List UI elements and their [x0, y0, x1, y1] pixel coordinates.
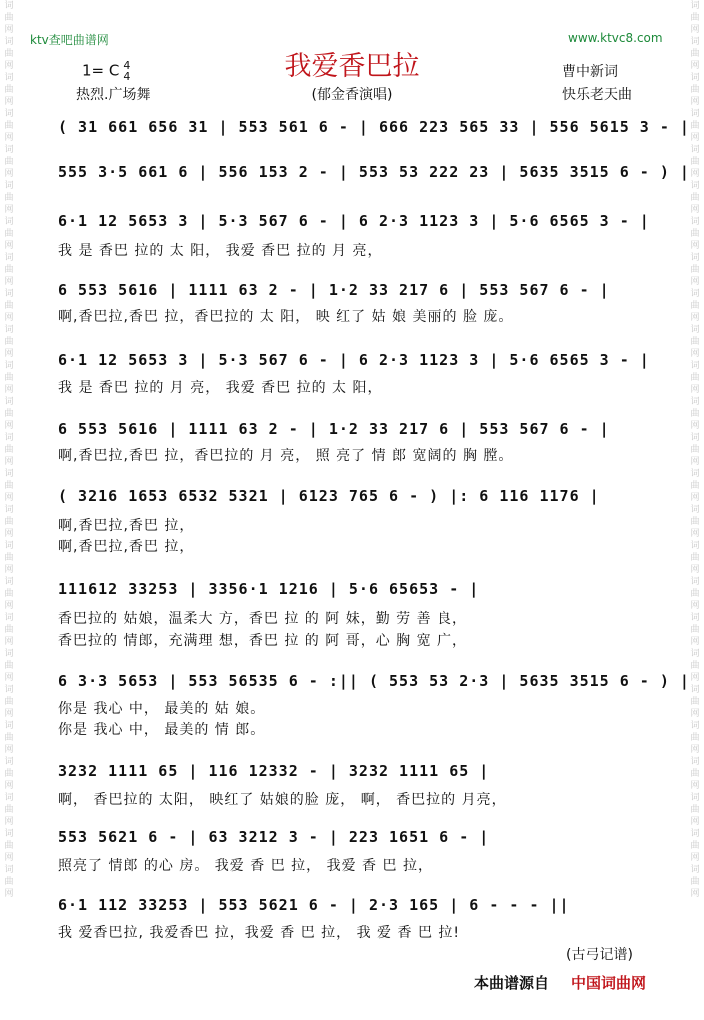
- scribe-credit: (古弓记谱): [566, 947, 633, 963]
- lyrics-line: 我 是 香巴 拉的 月 亮， 我爱 香巴 拉的 太 阳，: [58, 380, 383, 396]
- key-label: 1= C: [82, 61, 120, 80]
- notes-line: 6 3·3 5653 | 553 56535 6 - :|| ( 553 53 2·3 | 5635 3515 6 - ) |: [58, 672, 690, 690]
- time-top: 4: [123, 59, 131, 72]
- lyrics-line: 香巴拉的 姑娘，温柔大 方，香巴 拉 的 阿 妹，勤 劳 善 良，: [58, 611, 468, 627]
- singer: (郁金香演唱): [311, 87, 393, 103]
- source-site[interactable]: 中国词曲网: [571, 974, 647, 992]
- notes-line: 111612 33253 | 3356·1 1216 | 5·6 65653 - |: [58, 580, 480, 598]
- lyrics-line: 我 爱香巴拉, 我爱香巴 拉，我爱 香 巴 拉， 我 爱 香 巴 拉!: [58, 925, 461, 941]
- lyrics-line: 照亮了 情郎 的心 房。 我爱 香 巴 拉， 我爱 香 巴 拉，: [58, 858, 433, 874]
- lyrics-line: 啊,香巴拉,香巴 拉，香巴拉的 月 亮， 照 亮了 情 郎 宽阔的 胸 膛。: [58, 448, 514, 464]
- notes-line: 6·1 12 5653 3 | 5·3 567 6 - | 6 2·3 1123 3 | 5·6 6565 3 - |: [58, 212, 650, 230]
- notes-line: 6 553 5616 | 1111 63 2 - | 1·2 33 217 6 | 553 567 6 - |: [58, 420, 610, 438]
- source-credit: [474, 972, 646, 993]
- lyrics-line: 啊,香巴拉,香巴 拉，: [58, 518, 195, 534]
- song-title: 我爱香巴拉: [284, 51, 420, 82]
- key-signature: [82, 60, 130, 82]
- watermark-right: 词曲网词曲网词曲网词曲网词曲网词曲网词曲网词曲网词曲网词曲网词曲网词曲网词曲网词曲网词曲网词曲网词曲网词曲网词曲网词曲网词曲网词曲网词曲网词曲网词曲网: [690, 1, 700, 899]
- lyricist: 曹中新词: [562, 64, 618, 80]
- notes-line: 6·1 12 5653 3 | 5·3 567 6 - | 6 2·3 1123 3 | 5·6 6565 3 - |: [58, 351, 650, 369]
- lyrics-line: 我 是 香巴 拉的 太 阳， 我爱 香巴 拉的 月 亮，: [58, 243, 383, 259]
- time-signature: [123, 60, 130, 82]
- lyrics-line: 你是 我心 中， 最美的 姑 娘。: [58, 701, 266, 717]
- notes-line: 6 553 5616 | 1111 63 2 - | 1·2 33 217 6 | 553 567 6 - |: [58, 281, 610, 299]
- lyrics-line: 啊,香巴拉,香巴 拉，: [58, 539, 195, 555]
- watermark-left: 词曲网词曲网词曲网词曲网词曲网词曲网词曲网词曲网词曲网词曲网词曲网词曲网词曲网词曲网词曲网词曲网词曲网词曲网词曲网词曲网词曲网词曲网词曲网词曲网词曲网: [4, 1, 14, 899]
- notes-line: 553 5621 6 - | 63 3212 3 - | 223 1651 6 - |: [58, 828, 490, 846]
- tempo-marking: 热烈.广场舞: [76, 87, 151, 103]
- lyrics-line: 你是 我心 中， 最美的 情 郎。: [58, 722, 266, 738]
- lyrics-line: 啊,香巴拉,香巴 拉，香巴拉的 太 阳， 映 红了 姑 娘 美丽的 脸 庞。: [58, 309, 514, 325]
- notes-line: 6·1 112 33253 | 553 5621 6 - | 2·3 165 | 6 - - - ||: [58, 896, 570, 914]
- time-bottom: 4: [123, 70, 131, 83]
- notes-line: ( 3216 1653 6532 5321 | 6123 765 6 - ) |: 6 116 1176 |: [58, 487, 600, 505]
- lyrics-line: 香巴拉的 情郎，充满理 想，香巴 拉 的 阿 哥，心 胸 宽 广，: [58, 633, 468, 649]
- notes-line: ( 31 661 656 31 | 553 561 6 - | 666 223 565 33 | 556 5615 3 - |: [58, 118, 690, 136]
- notes-line: 3232 1111 65 | 116 12332 - | 3232 1111 65 |: [58, 762, 490, 780]
- source-label: 本曲谱源自: [474, 974, 550, 992]
- site-url-right: www.ktvc8.com: [568, 31, 663, 45]
- site-name-left: ktv查吧曲谱网: [30, 33, 109, 47]
- notes-line: 555 3·5 661 6 | 556 153 2 - | 553 53 222 23 | 5635 3515 6 - ) |: [58, 163, 690, 181]
- composer: 快乐老天曲: [562, 87, 632, 103]
- lyrics-line: 啊， 香巴拉的 太阳， 映红了 姑娘的脸 庞， 啊， 香巴拉的 月亮，: [58, 792, 507, 808]
